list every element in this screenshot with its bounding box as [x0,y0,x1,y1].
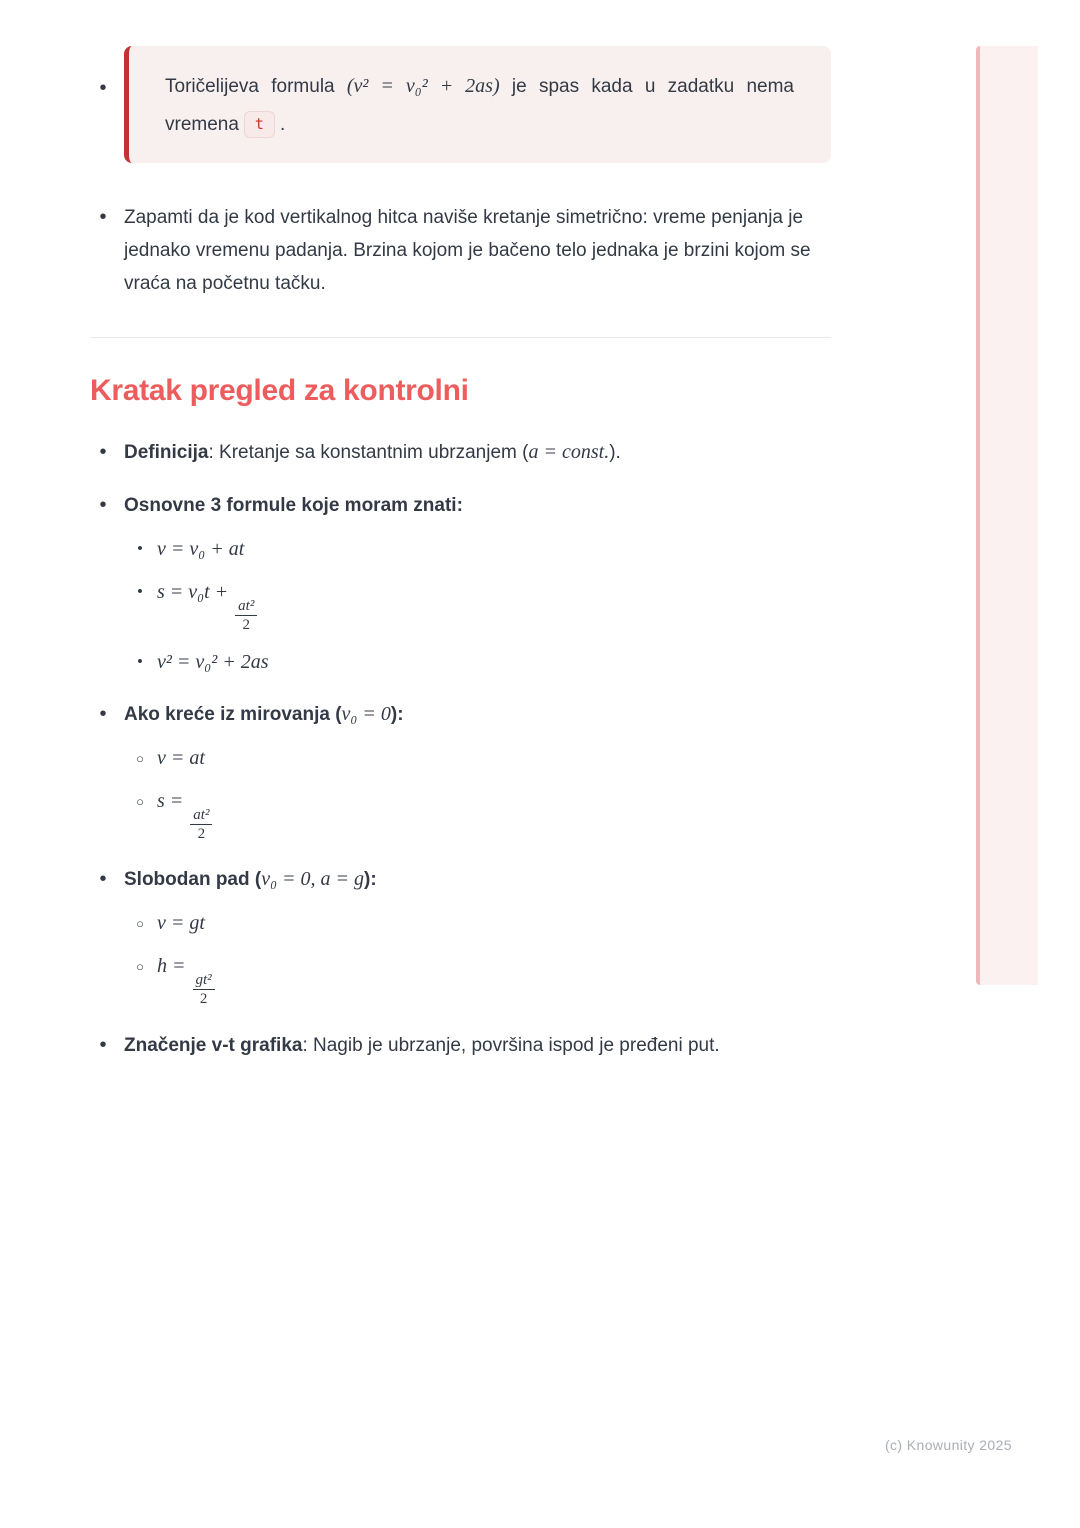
fraction-denominator: 2 [242,617,250,634]
review-list [90,436,831,1062]
item-bold-label: Slobodan pad ( [124,869,262,890]
formula-sublist [124,534,831,678]
formula-s-frac: s = [157,789,189,812]
formula-sublist [124,908,831,1009]
formula-h-frac: h = [157,955,191,977]
formula-v-at: v = at [157,746,205,769]
bullet-icon: • [99,494,107,516]
bullet-icon: • [137,583,143,600]
fraction-denominator: 2 [199,991,208,1008]
list-item-slobodan-pad [90,863,831,1009]
callout-line-2 [165,108,794,141]
list-item-grafik [90,1029,831,1062]
tip-callout [124,46,831,163]
item-bold-label: Značenje v-t grafika [124,1034,303,1056]
bullet-icon: • [99,77,107,99]
callout-list-item [90,46,831,163]
note-text: Zapamti da je kod vertikalnog hitca naviše kretanje simetrično: vreme penjanja je jednako vremenu padanja. Brzina kojom je bačeno telo jednaka je brzini kojom se vraća na početnu tačku. [124,207,811,294]
fraction-numerator: at² [190,807,212,825]
item-bold-label: ): [364,869,377,890]
math-inline: a = const. [528,441,610,463]
item-bold-label: Ako kreće iz mirovanja ( [124,703,342,725]
item-text: ). [609,442,621,463]
formula-sublist [124,743,831,844]
callout-text: Toričelijeva formula [165,76,347,97]
callout-line-1 [165,70,794,103]
item-bold-label: ): [390,703,404,725]
circle-bullet-icon: ○ [136,959,144,974]
copyright-watermark: (c) Knowunity 2025 [884,1437,1012,1453]
fraction-denominator: 2 [197,825,206,842]
fraction [193,972,215,1009]
formula-item [124,951,831,1009]
formula-s: s = v₀t + [157,581,234,603]
formula-v-gt: v = gt [157,912,205,934]
torricelli-formula: (v² = v₀² + 2as) [346,75,500,97]
list-item-mirovanje [90,698,831,844]
circle-bullet-icon: ○ [136,793,144,809]
formula-item [124,647,831,678]
fraction [235,598,257,635]
bullet-icon: • [137,540,143,557]
next-page-callout-fragment [976,46,1038,985]
item-bold-label: Osnovne 3 formule koje moram znati: [124,495,463,516]
math-inline: v₀ = 0 [341,702,391,725]
section-divider [90,337,831,338]
bullet-icon: • [99,206,107,228]
formula-item [124,534,831,565]
list-item-osnovne [90,489,831,678]
bullet-icon: • [99,441,107,463]
bullet-icon: • [99,702,107,725]
page-content [90,46,831,1062]
formula-item [124,786,831,844]
fraction [190,807,212,844]
math-inline: v₀ = 0, a = g [261,868,365,890]
section-heading: Kratak pregled za kontrolni [90,374,469,407]
item-text: : Kretanje sa konstantnim ubrzanjem ( [208,442,529,463]
callout-text: je spas kada u zadatku nema [499,76,794,97]
item-text: : Nagib je ubrzanje, površina ispod je pređeni put. [302,1034,720,1056]
bullet-icon: • [137,652,143,670]
fraction-numerator: at² [235,598,257,616]
circle-bullet-icon: ○ [136,916,144,931]
bullet-icon: • [99,1033,107,1056]
callout-text: vremena [165,114,239,135]
note-list-item [90,201,831,300]
formula-item [124,577,831,635]
list-item-definicija [90,436,831,469]
bullet-icon: • [99,868,107,890]
formula-item [124,743,831,774]
formula-v2: v² = v₀² + 2as [157,650,269,673]
code-chip-t: t [244,111,275,138]
formula-v: v = v₀ + at [157,538,245,560]
circle-bullet-icon: ○ [136,750,144,766]
fraction-numerator: gt² [193,972,215,990]
formula-item [124,908,831,939]
callout-text: . [279,114,286,135]
item-bold-label: Definicija [124,442,209,463]
